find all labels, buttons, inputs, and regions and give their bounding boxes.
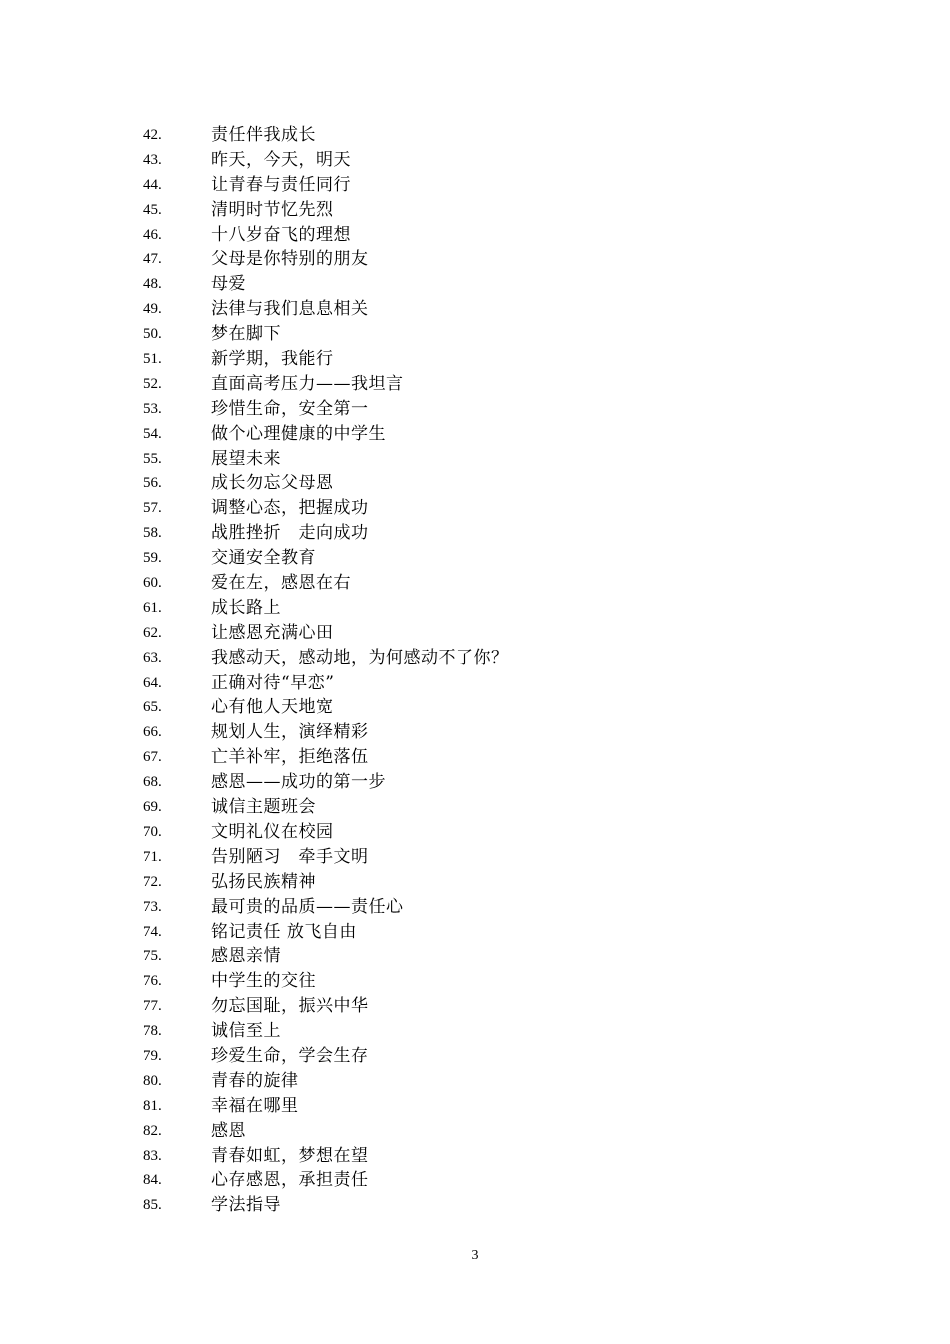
list-item-number: 79. [143,1047,162,1064]
list-item-number: 42. [143,127,162,143]
list-item [143,397,843,422]
list-item-number: 44. [143,176,162,193]
list-item-number: 48. [143,276,162,293]
list-item [143,596,843,621]
list-item [143,920,843,945]
list-item [143,173,843,198]
list-item-title: 让感恩充满心田 [211,622,334,643]
list-item-number: 76. [143,973,162,990]
list-item-title: 珍惜生命，安全第一 [211,398,369,419]
list-item [143,969,843,994]
list-item-number: 45. [143,201,162,218]
list-item [143,1193,843,1218]
list-item-title: 直面高考压力——我坦言 [211,373,404,394]
list-item [143,646,843,671]
list-item-title: 文明礼仪在校园 [211,821,334,842]
list-item-title: 让青春与责任同行 [211,174,351,195]
list-item [143,895,843,920]
list-item [143,223,843,248]
list-item-number: 83. [143,1147,162,1164]
list-item-title: 做个心理健康的中学生 [211,423,386,444]
list-item [143,1044,843,1069]
list-item-number: 59. [143,550,162,567]
list-item-number: 78. [143,1023,162,1040]
list-item [143,870,843,895]
list-item [143,770,843,795]
list-item-number: 71. [143,848,162,865]
list-item-title: 战胜挫折 走向成功 [211,523,369,544]
list-item [143,247,843,272]
list-item-title: 成长勿忘父母恩 [211,473,334,494]
list-item-title: 诚信至上 [211,1021,281,1042]
list-item-title: 展望未来 [211,448,281,469]
list-item-title: 中学生的交往 [211,971,316,992]
list-item [143,272,843,297]
list-item [143,471,843,496]
list-item [143,372,843,397]
list-item [143,621,843,646]
list-item-title: 青春的旋律 [211,1070,299,1091]
list-item-title: 梦在脚下 [211,324,281,345]
list-item-number: 80. [143,1072,162,1089]
list-item [143,571,843,596]
list-item-title: 爱在左，感恩在右 [211,573,351,594]
list-item-number: 49. [143,301,162,318]
list-item-number: 50. [143,326,162,343]
list-item-number: 55. [143,450,162,467]
list-item-number: 47. [143,251,162,268]
list-item [143,1119,843,1144]
list-item-number: 85. [143,1197,162,1214]
list-item [143,845,843,870]
list-item-title: 告别陋习 牵手文明 [211,846,369,867]
list-item [143,1144,843,1169]
list-item [143,422,843,447]
list-item [143,1019,843,1044]
list-item [143,745,843,770]
list-item-title: 勿忘国耻，振兴中华 [211,996,369,1017]
list-item-title: 昨天，今天，明天 [211,149,351,170]
list-item-title: 铭记责任 放飞自由 [211,921,357,942]
list-item-number: 43. [143,151,162,168]
list-item [143,671,843,696]
list-item [143,347,843,372]
list-item-number: 69. [143,799,162,816]
list-item-title: 感恩——成功的第一步 [211,772,386,793]
list-item-number: 77. [143,998,162,1015]
list-item [143,123,843,148]
list-item-number: 84. [143,1172,162,1189]
list-item-number: 64. [143,674,162,691]
list-item-number: 73. [143,898,162,915]
list-item-number: 70. [143,823,162,840]
list-item-title: 母爱 [211,274,246,295]
list-item-number: 65. [143,699,162,716]
list-item-number: 56. [143,475,162,492]
list-item-number: 75. [143,948,162,965]
topic-list [143,123,843,1218]
list-item [143,944,843,969]
list-item-number: 67. [143,749,162,766]
list-item-number: 57. [143,500,162,517]
list-item-title: 法律与我们息息相关 [211,299,369,320]
list-item-number: 46. [143,226,162,243]
list-item-number: 62. [143,624,162,641]
list-item-number: 60. [143,575,162,592]
list-item [143,447,843,472]
list-item [143,795,843,820]
list-item [143,1069,843,1094]
list-item [143,496,843,521]
list-item-number: 61. [143,599,162,616]
list-item [143,720,843,745]
list-item-title: 正确对待“早恋” [211,672,335,693]
list-item-number: 74. [143,923,162,940]
list-item-number: 68. [143,774,162,791]
list-item [143,297,843,322]
list-item [143,1168,843,1193]
list-item [143,148,843,173]
list-item [143,521,843,546]
list-item-number: 51. [143,351,162,368]
list-item [143,695,843,720]
list-item-title: 珍爱生命，学会生存 [211,1045,369,1066]
list-item-title: 心存感恩，承担责任 [211,1170,369,1191]
list-item-number: 58. [143,525,162,542]
list-item-title: 学法指导 [211,1195,281,1216]
list-item-title: 心有他人天地宽 [211,697,334,718]
list-item-title: 规划人生，演绎精彩 [211,722,369,743]
list-item [143,198,843,223]
list-item-title: 成长路上 [211,597,281,618]
list-item [143,1094,843,1119]
list-item [143,820,843,845]
list-item-title: 青春如虹，梦想在望 [211,1145,369,1166]
list-item-title: 弘扬民族精神 [211,871,316,892]
page-number: 3 [471,1248,479,1263]
list-item-number: 63. [143,649,162,666]
list-item-title: 感恩 [211,1120,246,1141]
list-item-number: 53. [143,400,162,417]
list-item-number: 66. [143,724,162,741]
list-item-title: 感恩亲情 [211,946,281,967]
list-item-number: 72. [143,873,162,890]
list-item-title: 清明时节忆先烈 [211,199,334,220]
list-item-title: 诚信主题班会 [211,797,316,818]
list-item-title: 幸福在哪里 [211,1095,299,1116]
list-item-title: 十八岁奋飞的理想 [211,224,351,245]
list-item-title: 亡羊补牢，拒绝落伍 [211,747,369,768]
list-item-number: 54. [143,425,162,442]
list-item-title: 我感动天，感动地，为何感动不了你？ [211,647,509,668]
list-item-title: 调整心态，把握成功 [211,498,369,519]
list-item-number: 82. [143,1122,162,1139]
list-item-number: 81. [143,1097,162,1114]
list-item-number: 52. [143,375,162,392]
list-item-title: 最可贵的品质——责任心 [211,896,404,917]
list-item-title: 父母是你特别的朋友 [211,249,369,270]
list-item [143,546,843,571]
list-item-title: 新学期，我能行 [211,349,334,370]
list-item [143,322,843,347]
list-item-title: 交通安全教育 [211,548,316,569]
list-item-title: 责任伴我成长 [211,125,316,145]
list-item [143,994,843,1019]
